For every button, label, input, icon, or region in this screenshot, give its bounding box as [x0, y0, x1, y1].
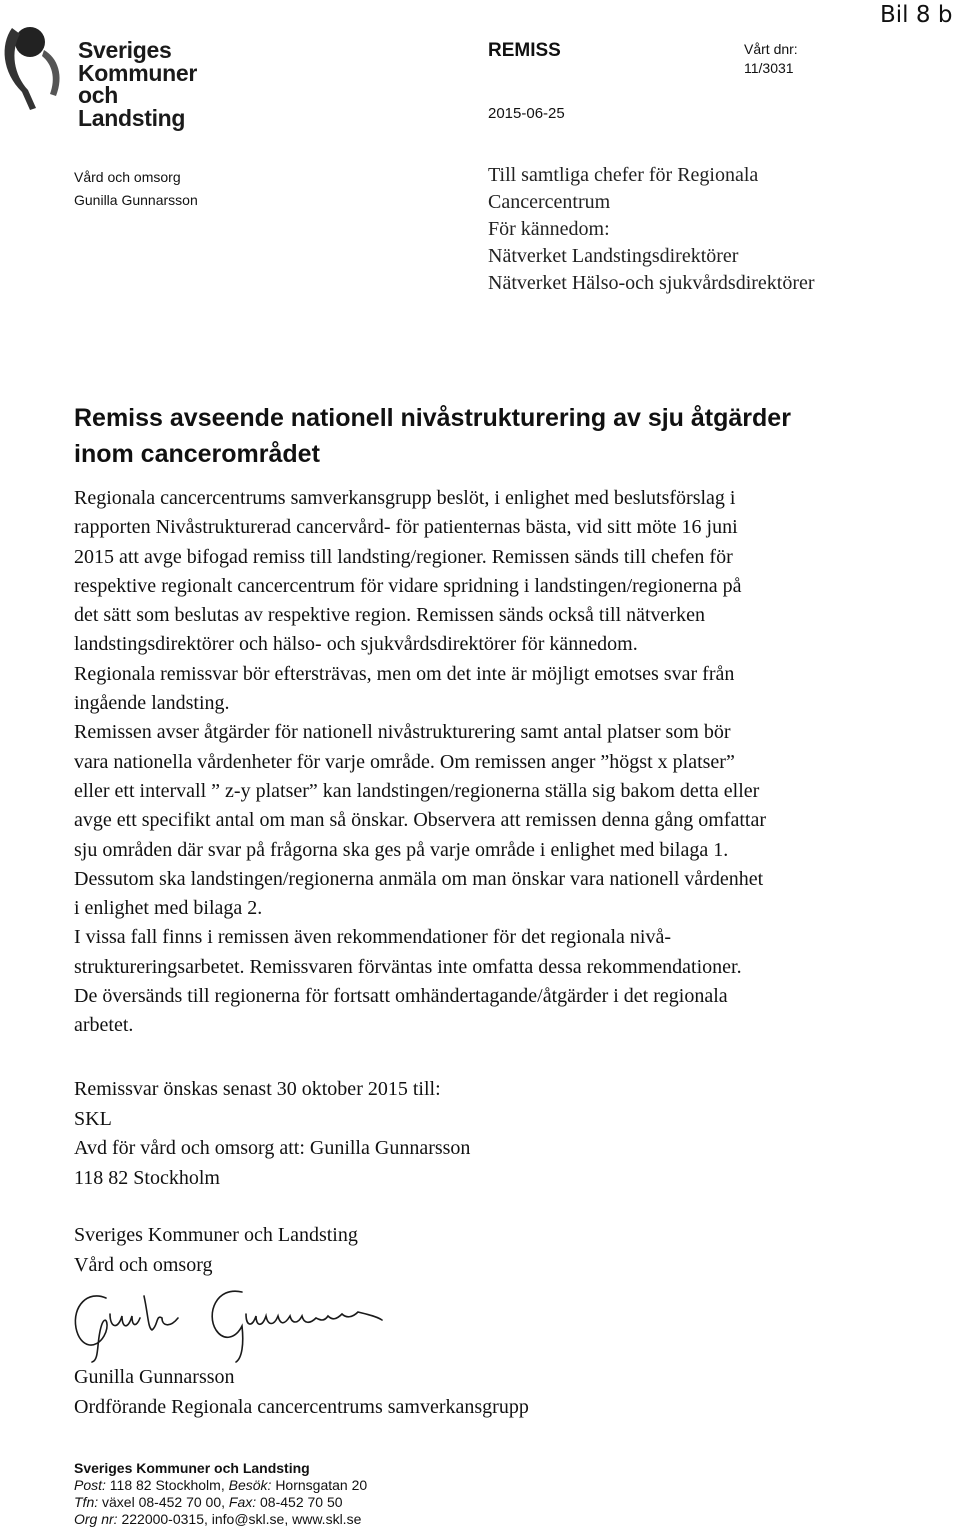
body-line: rapporten Nivåstrukturerad cancervård- för patienternas bästa, vid sitt möte 16 juni	[74, 516, 738, 539]
closing-role: Ordförande Regionala cancercentrums samverkansgrupp	[74, 1396, 529, 1418]
closing-dept: Vård och omsorg	[74, 1254, 213, 1276]
body-line: struktureringsarbetet. Remissvaren förväntas inte omfatta dessa rekommendationer.	[74, 955, 742, 978]
body-text	[74, 484, 934, 1041]
body-line: avge ett specifikt antal om man så önskar. Observera att remissen denna gång omfattar	[74, 809, 766, 832]
body-line: landstingsdirektörer och hälso- och sjukvårdsdirektörer för kännedom.	[74, 633, 638, 656]
doc-type: REMISS	[488, 40, 561, 61]
logo-line-3: och Landsting	[78, 82, 186, 131]
phone-label: Tfn:	[74, 1494, 99, 1510]
post-value: 118 82 Stockholm,	[109, 1477, 225, 1493]
body-line: eller ett intervall ” z-y platser” kan landstingen/regionerna ställa sig bakom detta eller	[74, 779, 760, 802]
body-line: det sätt som beslutas av respektive region. Remissen sänds också till nätverken	[74, 604, 705, 627]
reply-line: Avd för vård och omsorg att: Gunilla Gunnarsson	[74, 1137, 471, 1159]
body-line: Regionala remissvar bör eftersträvas, men om det inte är möjligt emotses svar från	[74, 662, 735, 685]
ref-label: Vårt dnr:	[744, 41, 798, 57]
title-line: inom cancerområdet	[74, 440, 320, 468]
body-line: arbetet.	[74, 1014, 134, 1037]
fax-label: Fax:	[228, 1494, 257, 1510]
reply-line: SKL	[74, 1107, 112, 1130]
ref-number: 11/3031	[744, 60, 794, 76]
body-line: Dessutom ska landstingen/regionerna anmäla om man önskar vara nationell vårdenhet	[74, 867, 764, 890]
attachment-label: Bil 8 b	[880, 2, 953, 28]
recipients	[488, 162, 815, 297]
body-line: ingående landsting.	[74, 692, 230, 715]
footer-org: Sveriges Kommuner och Landsting	[74, 1460, 310, 1476]
visit-label: Besök:	[228, 1477, 272, 1493]
recipient-line: Cancercentrum	[488, 191, 611, 213]
fax-value: 08-452 70 50	[260, 1494, 343, 1510]
footer	[74, 1460, 367, 1528]
signature-icon	[66, 1284, 396, 1364]
visit-value: Hornsgatan 20	[275, 1477, 368, 1493]
body-line: De översänds till regionerna för fortsatt omhändertagande/åtgärder i det regionala	[74, 985, 728, 1008]
footer-address	[74, 1477, 367, 1494]
orgnr-label: Org nr:	[74, 1511, 118, 1527]
body-line: i enlighet med bilaga 2.	[74, 897, 263, 920]
doc-date: 2015-06-25	[488, 105, 565, 122]
footer-orgnr	[74, 1511, 367, 1528]
sender-department: Vård och omsorg	[74, 169, 181, 185]
reply-block	[74, 1075, 470, 1193]
skl-logo-icon	[0, 20, 70, 112]
closing-org: Sveriges Kommuner och Landsting	[74, 1224, 358, 1246]
post-label: Post:	[74, 1477, 106, 1493]
recipient-line: För kännedom:	[488, 218, 610, 240]
phone-value: växel 08-452 70 00,	[102, 1494, 225, 1510]
reply-line: Remissvar önskas senast 30 oktober 2015 till:	[74, 1078, 441, 1100]
body-line: Remissen avser åtgärder för nationell nivåstrukturering samt antal platser som bör	[74, 721, 731, 744]
recipient-line: Nätverket Hälso-och sjukvårdsdirektörer	[488, 272, 815, 294]
body-line: Regionala cancercentrums samverkansgrupp beslöt, i enlighet med beslutsförslag i	[74, 487, 736, 509]
footer-phone	[74, 1494, 367, 1511]
logo	[0, 20, 220, 131]
body-line: I vissa fall finns i remissen även rekommendationer för det regionala nivå-	[74, 926, 672, 949]
document-title	[74, 400, 791, 472]
logo-line-1: Sveriges	[78, 37, 172, 63]
body-line: 2015 att avge bifogad remiss till landsting/regioner. Remissen sänds till chefen för	[74, 545, 733, 568]
closing-name: Gunilla Gunnarsson	[74, 1366, 235, 1388]
logo-line-2: Kommuner	[78, 60, 198, 86]
orgnr-value: 222000-0315, info@skl.se, www.skl.se	[121, 1511, 362, 1527]
body-line: vara nationella vårdenheter för varje område. Om remissen anger ”högst x platser”	[74, 750, 735, 773]
recipient-line: Till samtliga chefer för Regionala	[488, 164, 759, 186]
body-line: sju områden där svar på frågorna ska ges på varje område i enlighet med bilaga 1.	[74, 838, 729, 861]
sender-person: Gunilla Gunnarsson	[74, 192, 198, 208]
reply-line: 118 82 Stockholm	[74, 1166, 220, 1189]
body-line: respektive regionalt cancercentrum för vidare spridning i landstingen/regionerna på	[74, 574, 742, 597]
recipient-line: Nätverket Landstingsdirektörer	[488, 245, 739, 267]
title-line: Remiss avseende nationell nivåstrukturering av sju åtgärder	[74, 404, 791, 432]
